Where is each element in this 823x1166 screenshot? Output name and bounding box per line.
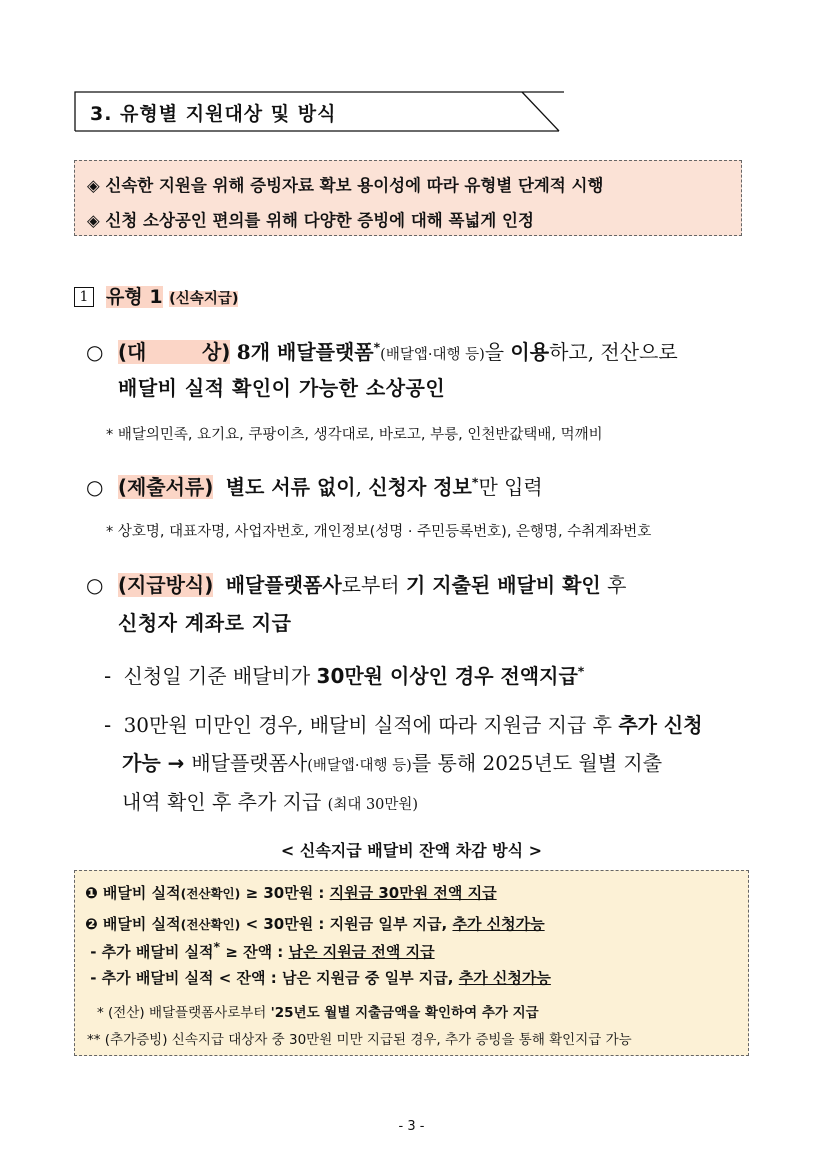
method-dash-1 bbox=[104, 660, 584, 689]
dash-mark: - bbox=[104, 713, 112, 737]
box-row-2-cond: < 30만원 : 지원금 일부 지급, bbox=[240, 915, 453, 933]
box-row-1-cond: ≥ 30만원 : bbox=[240, 884, 330, 902]
box-row-1-result: 지원금 30만원 전액 지급 bbox=[329, 884, 497, 902]
method-confirm: 기 지출된 배달비 확인 bbox=[405, 573, 601, 597]
method-platform: 배달플랫폼사 bbox=[225, 573, 342, 597]
target-star: * bbox=[373, 339, 381, 355]
section-title: 3. 유형별 지원대상 및 방식 bbox=[90, 103, 337, 125]
method-after: 후 bbox=[600, 573, 627, 597]
dash-2-platform-note: (배달앱·대행 등) bbox=[307, 758, 412, 774]
box-row-1-label: ❶ 배달비 실적 bbox=[85, 884, 181, 902]
dash-1-star: * bbox=[577, 663, 585, 679]
bullet-icon: ○ bbox=[86, 475, 104, 499]
box-row-4 bbox=[85, 967, 551, 988]
dash-2-possible: 가능 → bbox=[122, 751, 192, 775]
box-row-3-result: 남은 지원금 전액 지급 bbox=[288, 943, 435, 961]
box-note-1-text: * (전산) 배달플랫폼사로부터 bbox=[97, 1005, 271, 1021]
box-row-1-sub: (전산확인) bbox=[180, 886, 241, 901]
dash-1-full-pay: 30만원 이상인 경우 전액지급 bbox=[316, 664, 578, 688]
bullet-icon: ○ bbox=[86, 340, 104, 364]
summary-line-1: ◈ 신속한 지원을 위해 증빙자료 확보 용이성에 따라 유형별 단계적 시행 bbox=[87, 176, 604, 195]
target-note: * 배달의민족, 요기요, 쿠팡이츠, 생각대로, 바로고, 부릉, 인천반값택배, 먹깨비 bbox=[106, 427, 603, 443]
dash-2-extra-apply: 추가 신청 bbox=[618, 713, 703, 737]
dash-2-max: (최대 30만원) bbox=[327, 797, 419, 813]
target-line-2: 배달비 실적 확인이 가능한 소상공인 bbox=[118, 376, 446, 400]
dash-2-text-3: 내역 확인 후 추가 지급 bbox=[122, 790, 328, 814]
docs-applicant-info: 신청자 정보 bbox=[368, 475, 472, 499]
dash-2-text-2: 를 통해 2025년도 월별 지출 bbox=[411, 751, 663, 775]
type1-subtitle: (신속지급) bbox=[169, 291, 239, 307]
method-line-2: 신청자 계좌로 지급 bbox=[118, 611, 292, 635]
dash-2-platform: 배달플랫폼사 bbox=[191, 751, 308, 775]
target-use: 이용 bbox=[510, 340, 550, 364]
method-text: 로부터 bbox=[341, 573, 406, 597]
type1-heading bbox=[74, 282, 238, 309]
box-row-4-result: 추가 신청가능 bbox=[458, 969, 551, 987]
target-platform-note: (배달앱·대행 등) bbox=[380, 347, 485, 363]
docs-label: (제출서류) bbox=[117, 475, 214, 499]
method-label: (지급방식) bbox=[117, 573, 214, 597]
docs-input: 만 입력 bbox=[478, 475, 543, 499]
docs-star: * bbox=[471, 474, 479, 490]
box-row-3 bbox=[85, 939, 435, 962]
method-box bbox=[74, 870, 749, 1056]
method-box-title: < 신속지급 배달비 잔액 차감 방식 > bbox=[280, 841, 543, 860]
section-title-tab bbox=[74, 91, 560, 131]
method-dash-2 bbox=[104, 709, 703, 738]
box-note-1 bbox=[97, 1001, 539, 1021]
docs-line bbox=[86, 471, 543, 500]
method-dash-2-line-3 bbox=[122, 786, 418, 815]
method-line-1 bbox=[86, 569, 626, 598]
box-note-2: ** (추가증빙) 신속지급 대상자 중 30만원 미만 지급된 경우, 추가 증빙을 통해 확인지급 가능 bbox=[87, 1032, 632, 1048]
box-row-1 bbox=[85, 882, 497, 903]
target-text: 을 bbox=[484, 340, 511, 364]
box-row-3-label: - 추가 배달비 실적 bbox=[85, 943, 214, 961]
docs-no-docs: 별도 서류 없이 bbox=[225, 475, 356, 499]
bullet-icon: ○ bbox=[86, 573, 104, 597]
method-dash-2-line-2 bbox=[122, 747, 662, 776]
type1-title: 유형 1 bbox=[106, 286, 163, 308]
box-row-2-sub: (전산확인) bbox=[180, 917, 241, 932]
summary-line-2: ◈ 신청 소상공인 편의를 위해 다양한 증빙에 대해 폭넓게 인정 bbox=[87, 211, 534, 230]
box-row-2-result: 추가 신청가능 bbox=[452, 915, 545, 933]
dash-1-text: 신청일 기준 배달비가 bbox=[123, 664, 317, 688]
box-note-1-bold: '25년도 월별 지출금액을 확인하여 추가 지급 bbox=[270, 1005, 539, 1021]
summary-box bbox=[74, 160, 742, 236]
target-platforms: 8개 배달플랫폼 bbox=[236, 340, 374, 364]
dash-mark: - bbox=[104, 664, 112, 688]
target-text-2: 하고, 전산으로 bbox=[549, 340, 678, 364]
target-line-1 bbox=[86, 336, 678, 365]
box-row-2 bbox=[85, 913, 545, 934]
target-label: (대 상) bbox=[117, 340, 231, 364]
box-row-4-label: - 추가 배달비 실적 < 잔액 : 남은 지원금 중 일부 지급, bbox=[85, 969, 459, 987]
type1-number: 1 bbox=[74, 287, 94, 307]
docs-note: * 상호명, 대표자명, 사업자번호, 개인정보(성명 · 주민등록번호), 은행명, 수취계좌번호 bbox=[106, 524, 652, 540]
box-row-3-star: * bbox=[213, 939, 221, 954]
box-row-2-label: ❷ 배달비 실적 bbox=[85, 915, 181, 933]
dash-2-text: 30만원 미만인 경우, 배달비 실적에 따라 지원금 지급 후 bbox=[123, 713, 619, 737]
page-number: - 3 - bbox=[398, 1119, 425, 1134]
box-row-3-cond: ≥ 잔액 : bbox=[220, 943, 289, 961]
docs-comma: , bbox=[355, 475, 369, 499]
